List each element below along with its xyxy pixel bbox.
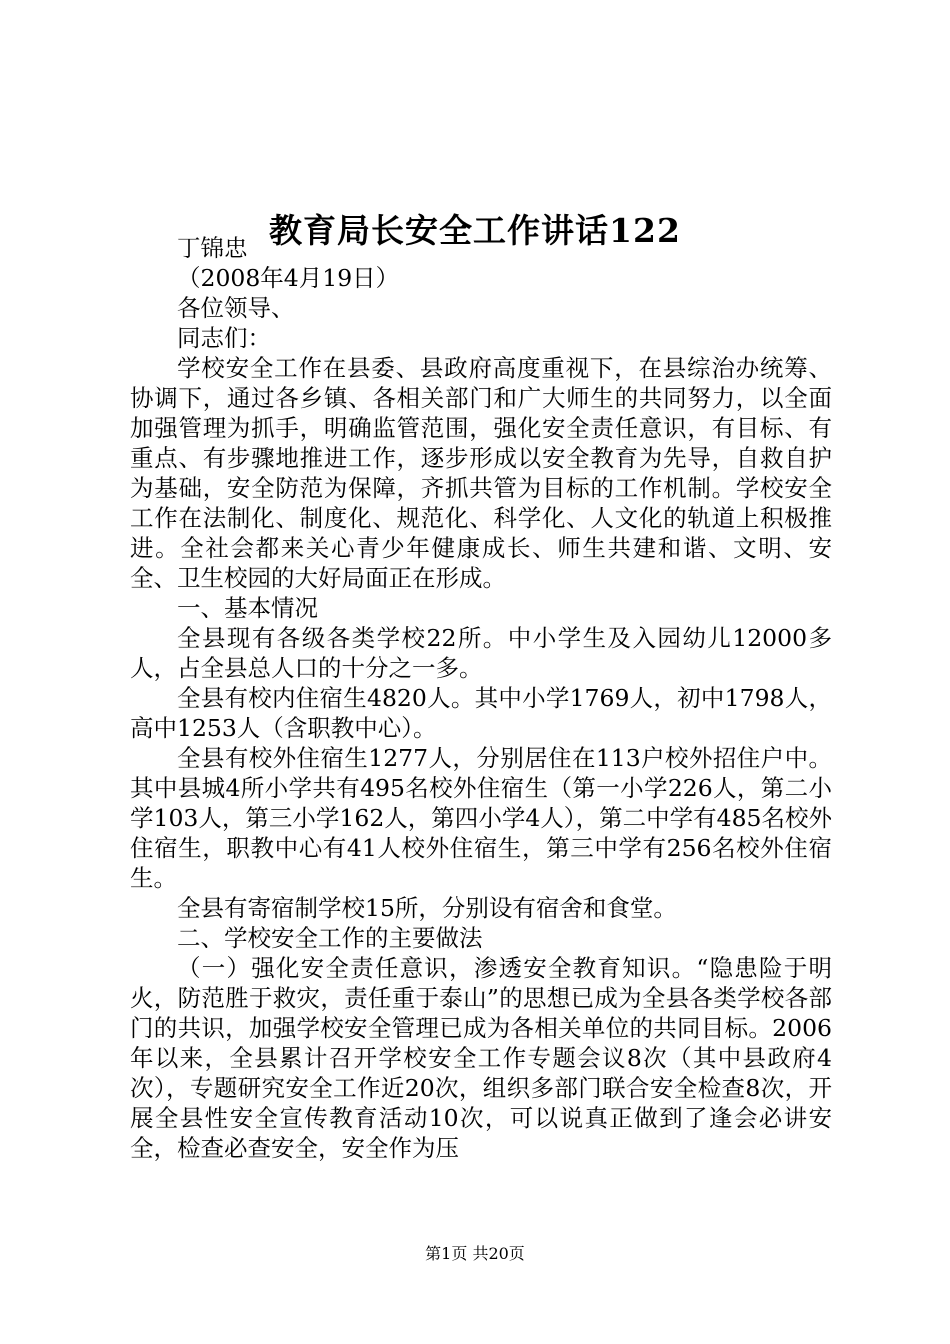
- date-line: （2008年4月19日）: [177, 264, 400, 292]
- author-line: 丁锦忠: [177, 234, 248, 262]
- body-paragraph: 全县现有各级各类学校22所。中小学生及入园幼儿12000多人，占全县总人口的十分之一多。: [130, 624, 832, 682]
- document-body: [130, 233, 832, 1163]
- page-footer: 第1页 共20页: [425, 1244, 525, 1263]
- body-paragraph: 全县有寄宿制学校15所，分别设有宿舍和食堂。: [177, 894, 677, 922]
- salutation-line: 同志们：: [177, 324, 271, 352]
- body-paragraph: 全县有校外住宿生1277人，分别居住在113户校外招住户中。其中县城4所小学共有495名校外住宿生（第一小学226人，第二小学103人，第三小学162人，第四小学4人），第二中学有485名校外住宿生，职教中心有41人校外住宿生，第三中学有256名校外住宿生。: [130, 744, 832, 892]
- body-paragraph: 全县有校内住宿生4820人。其中小学1769人，初中1798人，高中1253人（含职教中心）。: [130, 684, 832, 742]
- section-heading: 一、基本情况: [177, 594, 318, 622]
- document-title: 教育局长安全工作讲话122: [269, 211, 681, 251]
- body-paragraph: （一）强化安全责任意识，渗透安全教育知识。“隐患险于明火，防范胜于救灾，责任重于泰山”的思想已成为全县各类学校各部门的共识，加强学校安全管理已成为各相关单位的共同目标。2006年以来，全县累计召开学校安全工作专题会议8次（其中县政府4次），专题研究安全工作近20次，组织多部门联合安全检查8次，开展全县性安全宣传教育活动10次，可以说真正做到了逢会必讲安全，检查必查安全，安全作为压: [130, 954, 832, 1162]
- body-paragraph: 学校安全工作在县委、县政府高度重视下，在县综治办统筹、协调下，通过各乡镇、各相关部门和广大师生的共同努力，以全面加强管理为抓手，明确监管范围，强化安全责任意识，有目标、有重点、有步骤地推进工作，逐步形成以安全教育为先导，自救自护为基础，安全防范为保障，齐抓共管为目标的工作机制。学校安全工作在法制化、制度化、规范化、科学化、人文化的轨道上积极推进。全社会都来关心青少年健康成长、师生共建和谐、文明、安全、卫生校园的大好局面正在形成。: [130, 354, 832, 592]
- salutation-line: 各位领导、: [177, 294, 295, 322]
- section-heading: 二、学校安全工作的主要做法: [177, 924, 483, 952]
